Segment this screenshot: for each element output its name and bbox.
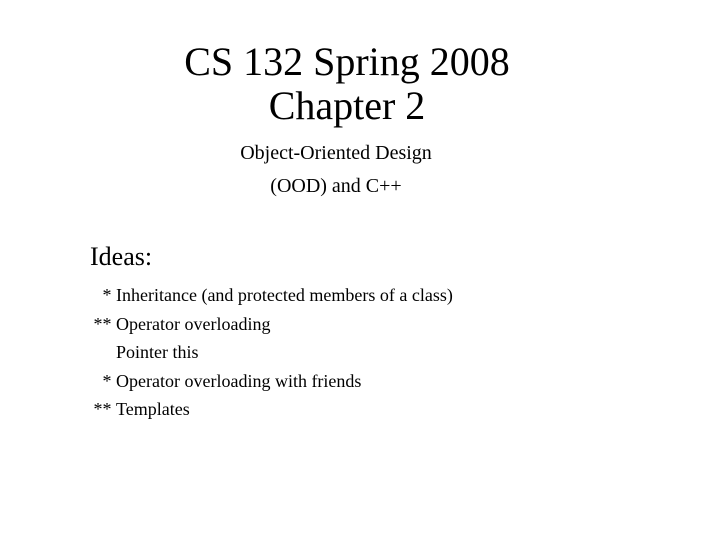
ideas-list-item (90, 310, 453, 339)
idea-marker: * (102, 370, 116, 391)
ideas-heading: Ideas: (90, 242, 153, 271)
ideas-list-item (90, 367, 453, 396)
ideas-list (90, 281, 453, 424)
ideas-list-item (90, 395, 453, 424)
idea-text: Pointer this (116, 342, 199, 362)
ideas-list-item (90, 281, 453, 310)
ideas-list-item (90, 338, 453, 367)
idea-marker (90, 338, 116, 367)
idea-marker: ** (93, 399, 116, 419)
idea-text: Operator overloading (116, 313, 271, 334)
slide-subtitle-line-2: (OOD) and C++ (270, 175, 402, 197)
slide-subtitle-line-1: Object-Oriented Design (240, 142, 432, 164)
slide-title-line-1: CS 132 Spring 2008 (184, 39, 510, 84)
idea-marker: * (102, 285, 116, 305)
idea-text: Operator overloading with friends (116, 370, 362, 391)
idea-marker: ** (93, 313, 116, 334)
slide-title-line-2: Chapter 2 (268, 83, 426, 128)
idea-text: Inheritance (and protected members of a class) (116, 285, 453, 305)
idea-text: Templates (116, 399, 190, 419)
